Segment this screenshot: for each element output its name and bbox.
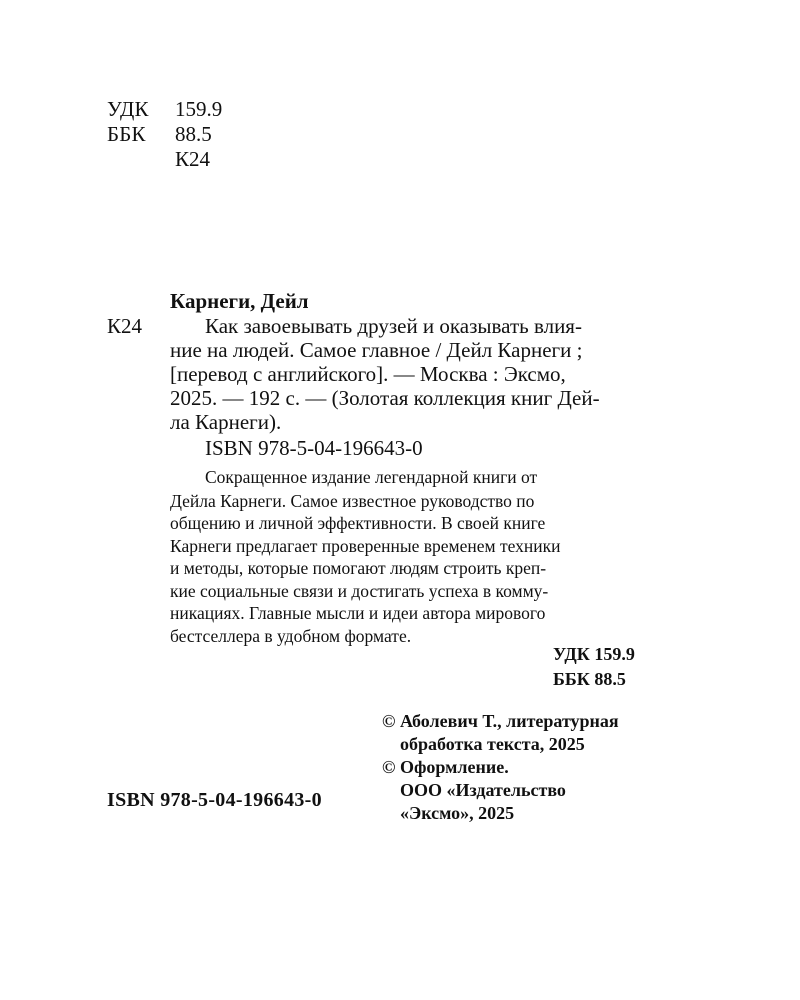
annotation-line-2: Дейла Карнеги. Самое известное руководство по — [170, 491, 535, 511]
bbk-value: 88.5 — [175, 122, 212, 146]
record-isbn: ISBN 978-5-04-196643-0 — [205, 436, 423, 460]
record-line-2: ние на людей. Самое главное / Дейл Карнеги ; — [170, 338, 583, 362]
copyright-line-4: ООО «Издательство — [400, 780, 566, 800]
copyright-line-1: © Аболевич Т., литературная — [382, 711, 619, 731]
isbn-bottom: ISBN 978-5-04-196643-0 — [107, 789, 322, 811]
annotation-line-5: и методы, которые помогают людям строить креп- — [170, 558, 547, 578]
copyright-line-2: обработка текста, 2025 — [400, 734, 585, 754]
copyright-line-5: «Эксмо», 2025 — [400, 803, 515, 823]
record-author-mark: К24 — [107, 314, 143, 338]
copyright-line-3: © Оформление. — [382, 757, 509, 777]
udk-bottom: УДК 159.9 — [553, 644, 635, 664]
bbk-label: ББК — [107, 122, 146, 146]
udk-value: 159.9 — [175, 97, 223, 121]
annotation-line-3: общению и личной эффективности. В своей книге — [170, 513, 546, 533]
record-line-3: [перевод с английского]. — Москва : Эксмо, — [170, 362, 566, 386]
record-line-5: ла Карнеги). — [170, 410, 282, 434]
author-mark: К24 — [175, 147, 211, 171]
annotation-line-7: никациях. Главные мысли и идеи автора мирового — [170, 603, 546, 623]
bbk-bottom: ББК 88.5 — [553, 669, 626, 689]
author-heading: Карнеги, Дейл — [170, 289, 309, 313]
annotation-line-1: Сокращенное издание легендарной книги от — [205, 467, 538, 487]
annotation-line-6: кие социальные связи и достигать успеха в комму- — [170, 581, 549, 601]
annotation-line-4: Карнеги предлагает проверенные временем техники — [170, 536, 561, 556]
record-line-1: Как завоевывать друзей и оказывать влия- — [205, 314, 582, 338]
record-line-4: 2025. — 192 с. — (Золотая коллекция книг Дей- — [170, 386, 600, 410]
udk-label: УДК — [107, 97, 149, 121]
annotation-line-8: бестселлера в удобном формате. — [170, 626, 412, 646]
